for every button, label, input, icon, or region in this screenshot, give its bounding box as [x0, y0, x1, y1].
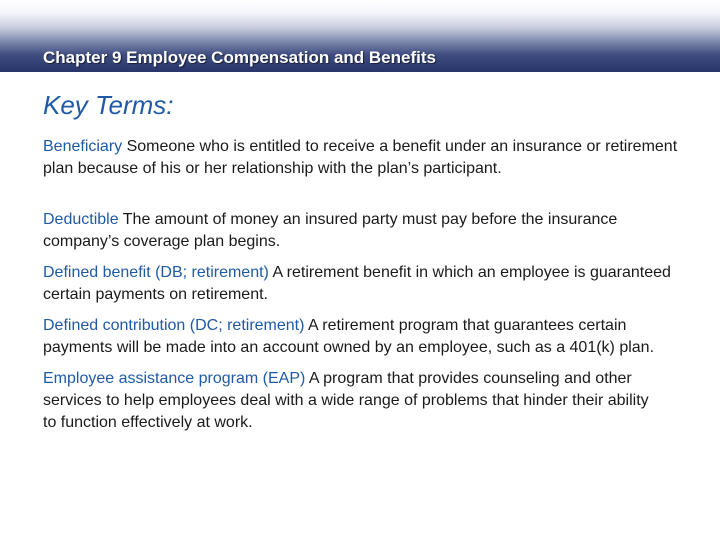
chapter-title: Chapter 9 Employee Compensation and Benefits: [43, 48, 436, 67]
term-name: Defined contribution (DC; retirement): [43, 317, 305, 334]
term-item-defined-benefit: [43, 262, 683, 306]
term-definition: A program that provides counseling and other services to help employees deal with a wide range of problems that hinder their ability to function effectively at work.: [43, 370, 649, 431]
term-item-employee-assistance-program: [43, 368, 665, 434]
term-name: Employee assistance program (EAP): [43, 370, 306, 387]
section-heading: Key Terms:: [43, 90, 174, 120]
term-item-beneficiary: [43, 136, 683, 180]
term-name: Defined benefit (DB; retirement): [43, 264, 269, 281]
key-terms-list: [43, 136, 683, 434]
term-name: Deductible: [43, 211, 119, 228]
term-item-deductible: [43, 209, 683, 253]
term-definition: A retirement benefit in which an employee is guaranteed certain payments on retirement.: [43, 264, 671, 303]
term-definition: Someone who is entitled to receive a benefit under an insurance or retirement plan because of his or her relationship with the plan’s participant.: [43, 138, 678, 177]
term-definition: A retirement program that guarantees certain payments will be made into an account owned by an employee, such as a 401(k) plan.: [43, 317, 655, 356]
term-item-defined-contribution: [43, 315, 683, 359]
term-definition: The amount of money an insured party must pay before the insurance company’s coverage plan begins.: [43, 211, 618, 250]
term-name: Beneficiary: [43, 138, 123, 155]
